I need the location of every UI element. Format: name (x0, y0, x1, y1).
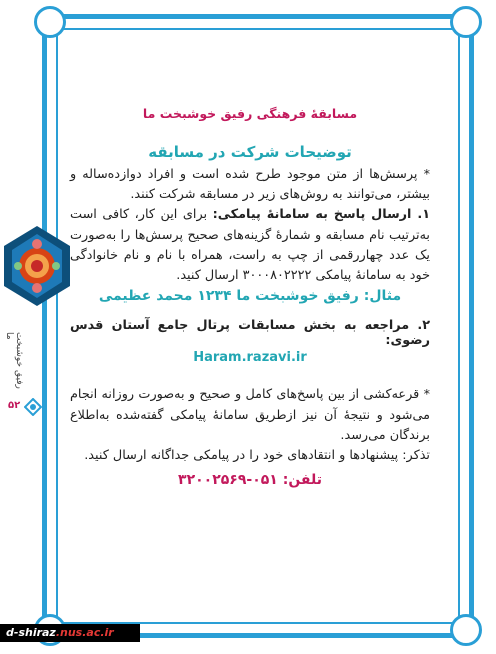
watermark-main: d-shiraz (6, 626, 56, 639)
item1-text: برای این کار، کافی است به‌ترتیب نام مسابقه و شمارهٔ گزینه‌های صحیح پرسش‌ها را به‌صورت یک عدد چهاررقمی از چپ به راست، همراه با نام و نام خانوادگی خود به سامانهٔ پیامکی ۳۰۰۰۸۰۲۲۲۲ ارسال کنید. (70, 207, 430, 284)
watermark-tail: .nus.ac.ir (55, 626, 114, 639)
reminder-paragraph: تذکر: پیشنهادها و انتقادهای خود را در پیامکی جداگانه ارسال کنید. (84, 447, 430, 463)
frame-corner-ornament (34, 6, 66, 38)
rosette-ornament-icon (0, 224, 74, 308)
main-content (70, 82, 430, 542)
watermark (0, 624, 140, 642)
frame-corner-ornament (450, 614, 482, 646)
frame-corner-ornament (450, 6, 482, 38)
sidebar-book-title: رفیق خوشبخت ما (4, 332, 24, 389)
page-header-title: مسابقهٔ فرهنگی رفیق خوشبخت ما (142, 106, 358, 121)
diamond-bullet-icon (24, 398, 42, 416)
section2-heading: ۲. مراجعه به بخش مسابقات پرتال جامع آستان قدس رضوی: (70, 318, 430, 349)
phone-number: تلفن: ۰۵۱-۳۲۰۰۲۵۶۹ (178, 472, 322, 489)
intro-paragraph: * پرسش‌ها از متن موجود طرح شده است و افراد دوازده‌ساله و بیشتر، می‌توانند به روش‌های زیر در مسابقه شرکت کنند. (70, 167, 430, 203)
section-title: توضیحات شرکت در مسابقه (148, 143, 352, 161)
website-link[interactable]: Haram.razavi.ir (193, 350, 307, 366)
page-number: ۵۲ (8, 400, 21, 411)
example-line: مثال: رفیق خوشبخت ما ۱۲۳۴ محمد عظیمی (98, 288, 402, 305)
lottery-paragraph: * قرعه‌کشی از بین پاسخ‌های کامل و صحیح و به‌صورت روزانه انجام می‌شود و نتیجهٔ آن نیز ازطریق سامانهٔ پیامکی گفته‌شده به‌اطلاع برندگان می‌رسد. (70, 387, 430, 443)
item1-heading: ۱. ارسال پاسخ به سامانهٔ پیامکی: (212, 207, 430, 223)
item1-paragraph (70, 205, 430, 286)
